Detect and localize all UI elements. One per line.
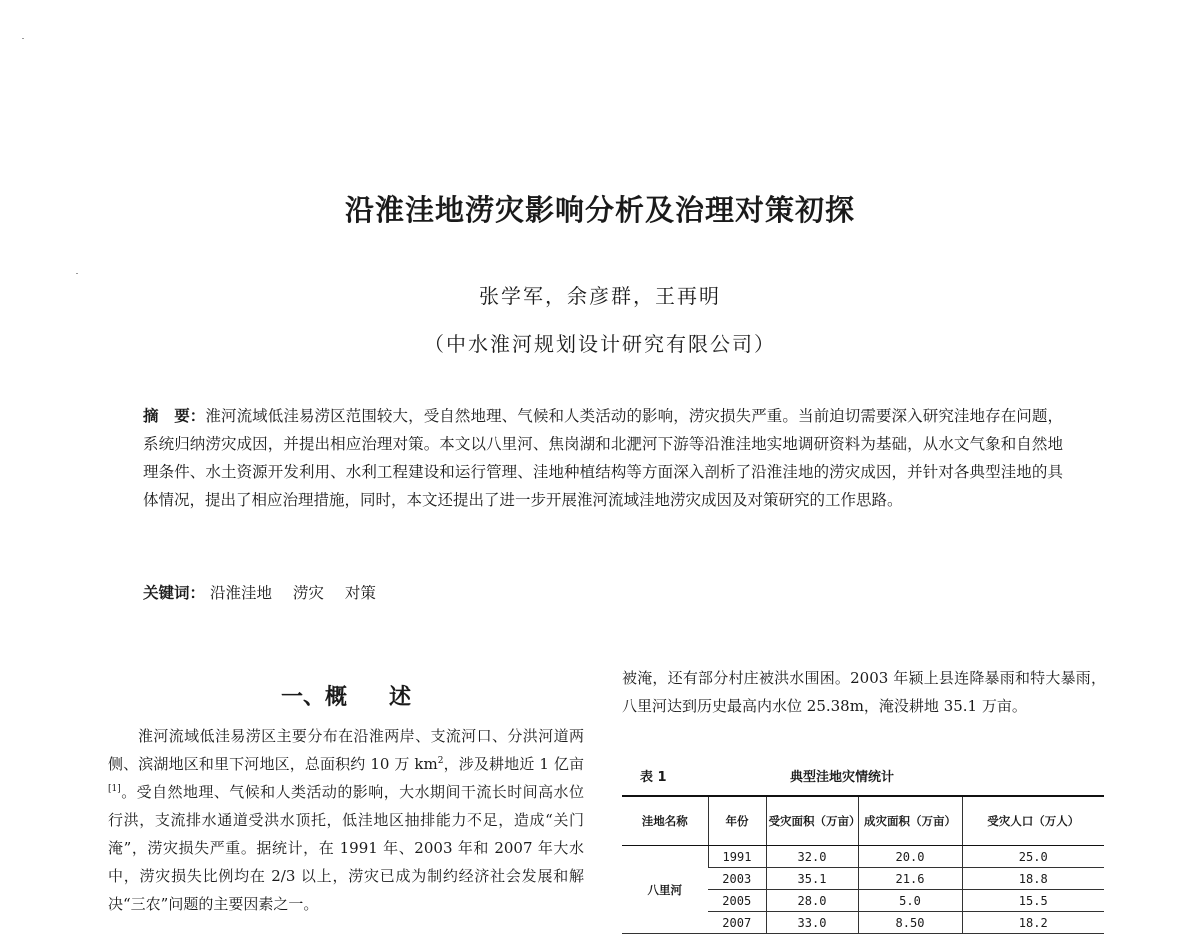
scan-speck	[76, 273, 78, 274]
disaster-area-cell: 5.0	[858, 890, 962, 912]
table-caption	[640, 766, 1080, 785]
section-number: 一、	[280, 685, 325, 710]
population-cell: 18.8	[962, 868, 1104, 890]
right-column-paragraph: 被淹，还有部分村庄被洪水围困。2003 年颍上县连降暴雨和特大暴雨，八里河达到历史最高内水位 25.38m，淹没耕地 35.1 万亩。	[622, 669, 1106, 715]
affiliation: （中水淮河规划设计研究有限公司）	[424, 332, 776, 356]
affected-area-cell: 32.0	[766, 846, 858, 868]
superscript: 2	[437, 756, 444, 766]
year-cell: 2007	[708, 912, 766, 934]
population-cell: 25.0	[962, 846, 1104, 868]
disaster-area-cell: 8.50	[858, 912, 962, 934]
keyword: 对策	[344, 584, 376, 602]
population-cell: 15.5	[962, 890, 1104, 912]
table-title: 典型洼地灾情统计	[790, 770, 895, 785]
section-title-part: 述	[389, 685, 412, 710]
disaster-area-cell: 21.6	[858, 868, 962, 890]
keywords-label: 关键词：	[143, 584, 206, 602]
abstract	[143, 402, 1063, 514]
citation: [1]	[108, 784, 121, 794]
table-header-row	[622, 796, 1104, 846]
column-header: 受灾面积（万亩）	[766, 796, 858, 846]
paragraph-text: 。受自然地理、气候和人类活动的影响，大水期间干流长时间高水位行洪，支流排水通道受洪水顶托，低洼地区抽排能力不足，造成“关门淹”，涝灾损失严重。据统计，在 1991 年、2003 年和 2007 年大水中，涝灾损失比例均在 2/3 以上，涝灾已成为制约经济社会发展和解决“三农”问题的主要因素之一。	[108, 783, 584, 913]
keyword: 涝灾	[292, 584, 324, 602]
disaster-table	[622, 795, 1104, 934]
affected-area-cell: 28.0	[766, 890, 858, 912]
affected-area-cell: 35.1	[766, 868, 858, 890]
affected-area-cell: 33.0	[766, 912, 858, 934]
section-heading	[108, 680, 584, 711]
paragraph-text: ，涉及耕地近 1 亿亩	[443, 755, 584, 773]
disaster-area-cell: 20.0	[858, 846, 962, 868]
section-title-part: 概	[324, 685, 347, 710]
keyword: 沿淮洼地	[209, 584, 272, 602]
site-name: 八里河	[622, 846, 708, 934]
paragraph-text: 淮河流域低洼易涝区主要分布在沿淮两岸、支流河口、分洪河道两侧、滨湖地区和里下河地区，总面积约 10 万 km	[108, 727, 584, 773]
column-header: 受灾人口（万人）	[962, 796, 1104, 846]
authors: 张学军，余彦群，王再明	[479, 284, 721, 308]
year-cell: 2005	[708, 890, 766, 912]
column-header: 洼地名称	[622, 796, 708, 846]
abstract-text: 淮河流域低洼易涝区范围较大，受自然地理、气候和人类活动的影响，涝灾损失严重。当前迫切需要深入研究洼地存在问题，系统归纳涝灾成因，并提出相应治理对策。本文以八里河、焦岗湖和北淝河下游等沿淮洼地实地调研资料为基础，从水文气象和自然地理条件、水土资源开发利用、水利工程建设和运行管理、洼地种植结构等方面深入剖析了沿淮洼地的涝灾成因，并针对各典型洼地的具体情况，提出了相应治理措施，同时，本文还提出了进一步开展淮河流域洼地涝灾成因及对策研究的工作思路。	[143, 407, 1063, 509]
column-header: 成灾面积（万亩）	[858, 796, 962, 846]
year-cell: 1991	[708, 846, 766, 868]
column-header: 年份	[708, 796, 766, 846]
table-number: 表 1	[640, 770, 667, 785]
left-column-paragraph	[108, 722, 584, 918]
abstract-label: 摘 要：	[143, 407, 206, 425]
keywords	[143, 581, 392, 603]
paper-title: 沿淮洼地涝灾影响分析及治理对策初探	[344, 193, 855, 227]
table-row	[622, 846, 1104, 868]
scan-speck	[22, 38, 24, 39]
year-cell: 2003	[708, 868, 766, 890]
population-cell: 18.2	[962, 912, 1104, 934]
